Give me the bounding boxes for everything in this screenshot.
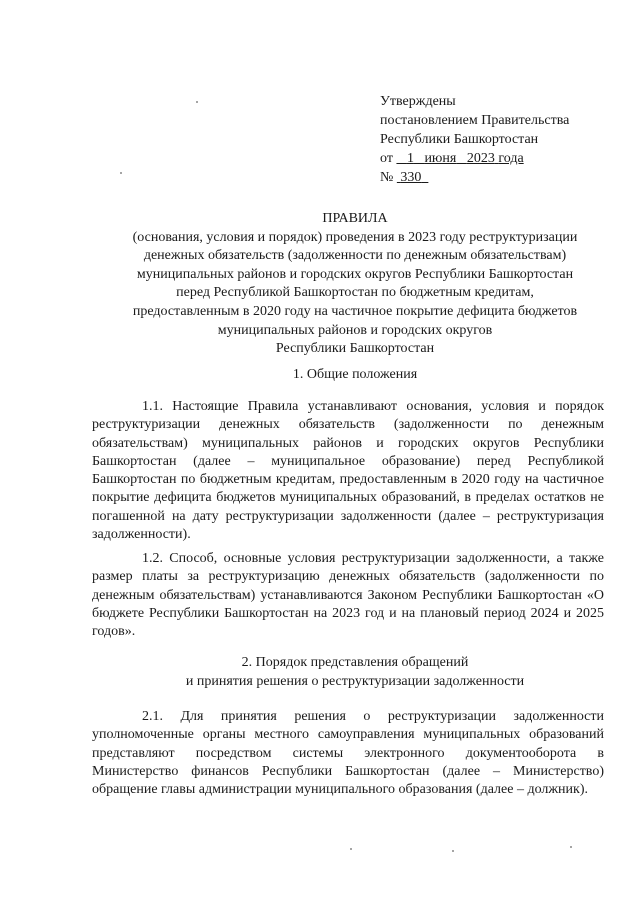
rules-title [90,210,620,359]
date-month: июня [424,151,457,166]
section-2-heading-line: 2. Порядок представления обращений [241,655,469,670]
number-digits: 330 [400,170,422,185]
paragraph-1-2: 1.2. Способ, основные условия реструктуризации задолженности, а также размер платы за реструктуризацию денежных обязательств (задолженности по денежным обязательствам) устанавливаются Законом Республики Башкортостан «О бюджете Республики Башкортостан на 2023 год и на плановый период 2024 и 2025 годов». [92,551,604,640]
section-1-heading: 1. Общие положения [292,367,418,382]
title-line: Республики Башкортостан [275,341,435,357]
title-line: денежных обязательств (задолженности по денежным обязательствам) [143,248,567,264]
approval-line: постановлением Правительства [380,113,570,128]
approval-stamp [380,92,620,187]
date-suffix: года [498,151,524,166]
approval-number [380,168,620,187]
date-year: 2023 [466,151,495,166]
scan-speck [452,850,454,852]
approval-date [380,149,620,168]
section-2-heading-line: и принятия решения о реструктуризации задолженности [185,673,525,689]
title-line: муниципальных районов и городских округов Республики Башкортостан [136,266,574,282]
title-line: перед Республикой Башкортостан по бюджетным кредитам, [176,285,534,301]
number-prefix: № [380,170,394,185]
scan-speck [196,101,198,103]
scan-speck [350,848,352,850]
rules-heading: ПРАВИЛА [322,211,388,226]
paragraph-1-1: 1.1. Настоящие Правила устанавливают основания, условия и порядок реструктуризации денежных обязательств (задолженности по денежным обязательствам) муниципальных районов и городских округов Республики Башкортостан (далее – муниципальное образование) перед Республикой Башкортостан по бюджетным кредитам, предоставленным в 2020 году на частичное покрытие дефицита бюджетов муниципальных образований, в пределах остатков не погашенной на дату реструктуризации задолженности (далее – реструктуризация задолженности). [92,399,604,543]
date-prefix: от [380,151,393,166]
number-value [397,170,429,185]
approval-line: Утверждены [380,94,456,109]
section-2-heading [90,654,620,691]
paragraph-2-1: 2.1. Для принятия решения о реструктуризации задолженности уполномоченные органы местного самоуправления муниципальных образований представляют посредством системы электронного документооборота в Министерство финансов Республики Башкортостан (далее – Министерство) обращение главы администрации муниципального образования (далее – должник). [92,709,604,798]
title-line: муниципальных районов и городских округов [217,322,493,338]
scan-speck [120,172,122,174]
scan-speck [570,846,572,848]
title-line: предоставленным в 2020 году на частичное покрытие дефицита бюджетов [132,303,578,319]
date-value [396,151,523,166]
title-line: (основания, условия и порядок) проведения в 2023 году реструктуризации [132,229,578,245]
approval-line: Республики Башкортостан [380,132,539,147]
date-day: 1 [406,151,414,166]
